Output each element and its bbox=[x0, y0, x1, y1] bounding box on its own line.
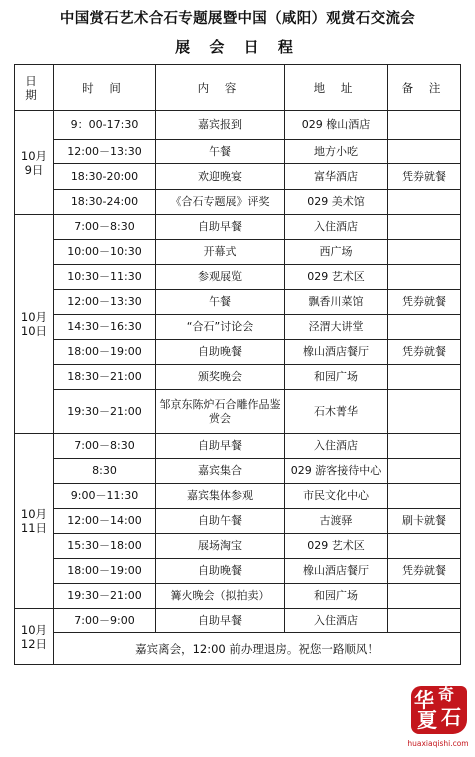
logo-glyph: 华 bbox=[414, 688, 434, 712]
farewell-row bbox=[15, 633, 461, 665]
time-cell: 7:00－8:30 bbox=[54, 434, 156, 459]
note-cell bbox=[388, 240, 461, 265]
content-cell: 开幕式 bbox=[156, 240, 285, 265]
schedule-row bbox=[15, 559, 461, 584]
location-cell: 入住酒店 bbox=[285, 215, 388, 240]
time-cell: 9:00－11:30 bbox=[54, 484, 156, 509]
logo-glyph: 石 bbox=[441, 705, 461, 729]
content-cell: 展场淘宝 bbox=[156, 534, 285, 559]
schedule-row bbox=[15, 584, 461, 609]
time-cell: 10:30－11:30 bbox=[54, 265, 156, 290]
content-cell: 午餐 bbox=[156, 140, 285, 164]
location-cell: 和园广场 bbox=[285, 365, 388, 390]
location-cell: 入住酒店 bbox=[285, 434, 388, 459]
time-cell: 18:30-20:00 bbox=[54, 164, 156, 190]
time-cell: 7:00－8:30 bbox=[54, 215, 156, 240]
content-cell: 自助午餐 bbox=[156, 509, 285, 534]
schedule-row bbox=[15, 140, 461, 164]
time-cell: 18:00－19:00 bbox=[54, 340, 156, 365]
content-cell: 嘉宾集合 bbox=[156, 459, 285, 484]
content-cell: 颁奖晚会 bbox=[156, 365, 285, 390]
note-cell bbox=[388, 365, 461, 390]
schedule-row bbox=[15, 340, 461, 365]
time-cell: 19:30－21:00 bbox=[54, 584, 156, 609]
note-cell bbox=[388, 315, 461, 340]
schedule-row bbox=[15, 484, 461, 509]
date-cell: 10月 9日 bbox=[15, 111, 54, 215]
time-cell: 12:00－14:00 bbox=[54, 509, 156, 534]
location-cell: 泾渭大讲堂 bbox=[285, 315, 388, 340]
date-cell: 10月 11日 bbox=[15, 434, 54, 609]
schedule-table bbox=[14, 64, 461, 665]
content-cell: 自助晚餐 bbox=[156, 559, 285, 584]
note-cell bbox=[388, 484, 461, 509]
time-cell: 18:30－21:00 bbox=[54, 365, 156, 390]
content-cell: 参观展览 bbox=[156, 265, 285, 290]
time-cell: 12:00－13:30 bbox=[54, 140, 156, 164]
schedule-row bbox=[15, 365, 461, 390]
logo-glyph: 奇 bbox=[438, 685, 455, 704]
schedule-row bbox=[15, 534, 461, 559]
schedule-row bbox=[15, 290, 461, 315]
location-cell: 029 橡山酒店 bbox=[285, 111, 388, 140]
content-cell: “合石”讨论会 bbox=[156, 315, 285, 340]
location-cell: 入住酒店 bbox=[285, 609, 388, 633]
schedule-row bbox=[15, 390, 461, 434]
note-cell: 刷卡就餐 bbox=[388, 509, 461, 534]
time-cell: 19:30－21:00 bbox=[54, 390, 156, 434]
note-cell bbox=[388, 390, 461, 434]
content-cell: 自助早餐 bbox=[156, 434, 285, 459]
schedule-row bbox=[15, 609, 461, 633]
location-cell: 029 艺术区 bbox=[285, 534, 388, 559]
content-cell: 嘉宾集体参观 bbox=[156, 484, 285, 509]
header-date: 日 期 bbox=[15, 65, 54, 111]
content-cell: 篝火晚会（拟拍卖） bbox=[156, 584, 285, 609]
location-cell: 古渡驿 bbox=[285, 509, 388, 534]
date-cell: 10月 10日 bbox=[15, 215, 54, 434]
header-row bbox=[15, 65, 461, 111]
content-cell: 午餐 bbox=[156, 290, 285, 315]
note-cell bbox=[388, 111, 461, 140]
watermark-logo bbox=[405, 683, 471, 755]
header-time: 时 间 bbox=[54, 65, 156, 111]
schedule-row bbox=[15, 164, 461, 190]
time-cell: 12:00－13:30 bbox=[54, 290, 156, 315]
note-cell bbox=[388, 534, 461, 559]
time-cell: 18:30-24:00 bbox=[54, 190, 156, 215]
logo-glyph: 夏 bbox=[417, 708, 437, 732]
date-cell: 10月 12日 bbox=[15, 609, 54, 665]
content-cell: 自助早餐 bbox=[156, 609, 285, 633]
schedule-row bbox=[15, 509, 461, 534]
note-cell bbox=[388, 215, 461, 240]
page-title: 中国赏石艺术合石专题展暨中国（咸阳）观赏石交流会 bbox=[59, 10, 416, 27]
schedule-row bbox=[15, 265, 461, 290]
location-cell: 橡山酒店餐厅 bbox=[285, 340, 388, 365]
location-cell: 富华酒店 bbox=[285, 164, 388, 190]
note-cell bbox=[388, 459, 461, 484]
time-cell: 14:30－16:30 bbox=[54, 315, 156, 340]
time-cell: 7:00－9:00 bbox=[54, 609, 156, 633]
content-cell: 嘉宾报到 bbox=[156, 111, 285, 140]
header-content: 内 容 bbox=[156, 65, 285, 111]
note-cell bbox=[388, 584, 461, 609]
note-cell bbox=[388, 609, 461, 633]
note-cell bbox=[388, 190, 461, 215]
location-cell: 029 艺术区 bbox=[285, 265, 388, 290]
schedule-row bbox=[15, 434, 461, 459]
note-cell: 凭券就餐 bbox=[388, 340, 461, 365]
time-cell: 9：00-17:30 bbox=[54, 111, 156, 140]
location-cell: 029 游客接待中心 bbox=[285, 459, 388, 484]
location-cell: 市民文化中心 bbox=[285, 484, 388, 509]
location-cell: 石木菁华 bbox=[285, 390, 388, 434]
schedule-row bbox=[15, 240, 461, 265]
time-cell: 15:30－18:00 bbox=[54, 534, 156, 559]
location-cell: 飘香川菜馆 bbox=[285, 290, 388, 315]
time-cell: 10:00－10:30 bbox=[54, 240, 156, 265]
content-cell: 自助早餐 bbox=[156, 215, 285, 240]
content-cell: 自助晚餐 bbox=[156, 340, 285, 365]
note-cell: 凭券就餐 bbox=[388, 290, 461, 315]
location-cell: 地方小吃 bbox=[285, 140, 388, 164]
schedule-row bbox=[15, 315, 461, 340]
location-cell: 橡山酒店餐厅 bbox=[285, 559, 388, 584]
note-cell bbox=[388, 434, 461, 459]
schedule-row bbox=[15, 190, 461, 215]
content-cell: 欢迎晚宴 bbox=[156, 164, 285, 190]
farewell-note: 嘉宾离会，12:00 前办理退房。祝您一路顺风！ bbox=[54, 633, 461, 665]
note-cell: 凭券就餐 bbox=[388, 559, 461, 584]
note-cell bbox=[388, 140, 461, 164]
content-cell: 《合石专题展》评奖 bbox=[156, 190, 285, 215]
location-cell: 西广场 bbox=[285, 240, 388, 265]
schedule-row bbox=[15, 111, 461, 140]
time-cell: 8:30 bbox=[54, 459, 156, 484]
content-cell: 邹京东陈炉石合雕作品鉴赏会 bbox=[156, 390, 285, 434]
location-cell: 和园广场 bbox=[285, 584, 388, 609]
note-cell bbox=[388, 265, 461, 290]
note-cell: 凭券就餐 bbox=[388, 164, 461, 190]
logo-url: huaxiaqishi.com bbox=[407, 739, 469, 748]
location-cell: 029 美术馆 bbox=[285, 190, 388, 215]
header-location: 地 址 bbox=[285, 65, 388, 111]
schedule-row bbox=[15, 215, 461, 240]
header-note: 备 注 bbox=[388, 65, 461, 111]
time-cell: 18:00－19:00 bbox=[54, 559, 156, 584]
schedule-row bbox=[15, 459, 461, 484]
page-subtitle: 展 会 日 程 bbox=[175, 38, 300, 56]
